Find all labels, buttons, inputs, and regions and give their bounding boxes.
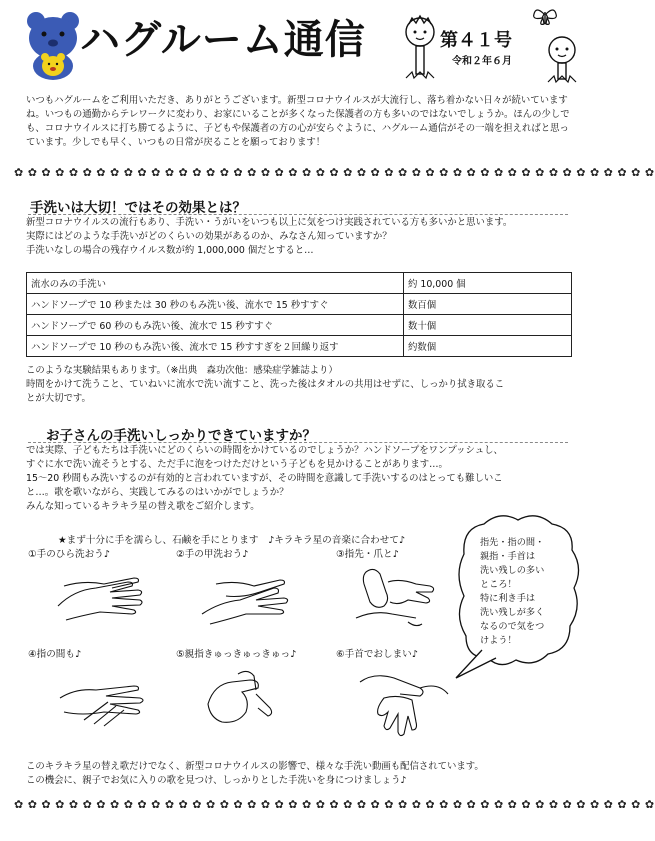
table-cell: 数百個 [404,294,572,315]
flower-divider: ✿ ✿ ✿ ✿ ✿ ✿ ✿ ✿ ✿ ✿ ✿ ✿ ✿ ✿ ✿ ✿ ✿ ✿ ✿ ✿ ✿ ✿ ✿ ✿ ✿ ✿ ✿ ✿ ✿ ✿ ✿ ✿ ✿ ✿ ✿ ✿ ✿ ✿ ✿ ✿ ✿ ✿ ✿ ✿ ✿ ✿ ✿ [14,166,655,179]
step-thumbs-label: ⑤親指きゅっきゅっきゅっ♪ [176,649,297,660]
text-line: この機会に、親子でお気に入りの歌を見つけ、しっかりとした手洗いを身につけましょう♪ [26,775,407,786]
table-cell: 約数個 [404,336,572,357]
text-line: 洗い残しの多い [480,565,545,576]
table-cell: 流水のみの手洗い [27,273,404,294]
text-line: 特に利き手は [480,593,536,604]
text-line: ところ！ [480,579,517,590]
table-cell: ハンドソープで 10 秒のもみ洗い後、流水で 15 秒すすぎを２回繰り返す [27,336,404,357]
table-row [27,315,572,336]
text-line: 洗い残しが多く [480,607,545,618]
tip-bubble-text [480,536,572,648]
hands-thumbs-illustration [198,664,278,736]
section2-underline [28,442,568,443]
flower-divider: ✿ ✿ ✿ ✿ ✿ ✿ ✿ ✿ ✿ ✿ ✿ ✿ ✿ ✿ ✿ ✿ ✿ ✿ ✿ ✿ ✿ ✿ ✿ ✿ ✿ ✿ ✿ ✿ ✿ ✿ ✿ ✿ ✿ ✿ ✿ ✿ ✿ ✿ ✿ ✿ ✿ ✿ ✿ ✿ ✿ ✿ ✿ [14,798,655,811]
text-line: 手洗いなしの場合の残存ウイルス数が約 1,000,000 個だとすると… [26,245,314,256]
text-line: なるので気をつ [480,621,545,632]
hands-between-fingers-illustration [54,668,154,732]
table-row [27,336,572,357]
song-intro: ★まず十分に手を濡らし、石鹸を手にとります ♪キラキラ星の音楽に合わせて♪ [58,535,406,546]
section1-text [26,216,576,258]
text-line: 時間をかけて洗うこと、ていねいに流水で洗い流すこと、洗った後はタオルの共用はせずに、しっかり拭き取るこ [26,379,505,390]
text-line: このような実験結果もあります。（※出典 森功次他：感染症学雑誌より） [26,365,338,376]
step-wrists-label: ⑥手首でおしまい♪ [336,649,418,660]
handwash-results-table [26,272,572,357]
text-line: けよう！ [480,635,517,646]
closing-text [26,760,582,788]
text-line: このキラキラ星の替え歌だけでなく、新型コロナウイルスの影響で、様々な手洗い動画も配信されています。 [26,761,484,772]
issue-number: 第４１号 [440,30,512,51]
step-between-fingers-label: ④指の間も♪ [28,649,82,660]
bear-logo [24,8,82,82]
table-cell: ハンドソープで 60 秒のもみ洗い後、流水で 15 秒すすぐ [27,315,404,336]
text-line: 親指・手首は [480,551,536,562]
table-cell: 約 10,000 個 [404,273,572,294]
text-line: 新型コロナウイルスの流行もあり、手洗い・うがいをいつも以上に気をつけ実践されている方も多いかと思います。 [26,217,513,228]
text-line: 15～20 秒間もみ洗いするのが有効的と言われていますが、その時間を意識して手洗いするのはとっても難しいこ [26,473,503,484]
issue-date: 令和２年６月 [452,56,512,67]
intro-paragraph: いつもハグルームをご利用いただき、ありがとうございます。新型コロナウイルスが大流行し、落ち着かない日々が続いていますね。いつもの通勤からテレワークに変わり、お家にいることが多くなった保護者の方も多いのではないでしょうか。ほんの少しでも、コロナウイルスに打ち勝てるように、子どもや保護者の方の心が安らぐように、ハグルーム通信がその一端を担えればと思っています。少しでも早く、いつもの日常が戻ることを願っております！ [26,95,570,148]
hands-wrists-illustration [354,664,454,740]
section1-after-text [26,364,578,406]
step-fingertips-label: ③指先・爪と♪ [336,549,399,560]
hands-fingertips-illustration [346,562,442,634]
text-line: と…。歌を歌いながら、実践してみるのはいかがでしょうか？ [26,487,289,498]
hands-back-illustration [196,566,296,630]
section2-header [46,424,316,444]
text-line: では実際、子どもたちは手洗いにどのくらいの時間をかけているのでしょうか？ハンドソープをワンプッシュし、 [26,445,503,456]
table-row [27,273,572,294]
table-row [27,294,572,315]
section2-title: お子さんの手洗いしっかりできていますか？ [46,428,316,444]
text-line: みんな知っているキラキラ星の替え歌をご紹介します。 [26,501,260,512]
section1-title: 手洗いは大切！ではその効果とは？ [30,200,246,216]
step-back-of-hand-label: ②手の甲洗おう♪ [176,549,249,560]
text-line: 指先・指の間・ [480,537,545,548]
hands-palms-illustration [54,566,150,630]
table-cell: 数十個 [404,315,572,336]
step-palms-label: ①手のひら洗おう♪ [28,549,110,560]
text-line: すぐに水で洗い流そうとする、ただ手に泡をつけただけという子どもを見かけることがあります…。 [26,459,448,470]
section1-header [30,196,246,216]
newsletter-title: ハグルーム通信 [80,17,366,63]
section2-text [26,444,582,514]
table-cell: ハンドソープで 10 秒または 30 秒のもみ洗い後、流水で 15 秒すすぐ [27,294,404,315]
text-line: 実際にはどのような手洗いがどのくらいの効果があるのか、みなさん知っていますか？ [26,231,392,242]
butterfly-tree-illustration [522,6,580,84]
text-line: とが大切です。 [26,393,91,404]
section1-underline [28,214,568,215]
tree-characters-illustration [400,10,440,82]
